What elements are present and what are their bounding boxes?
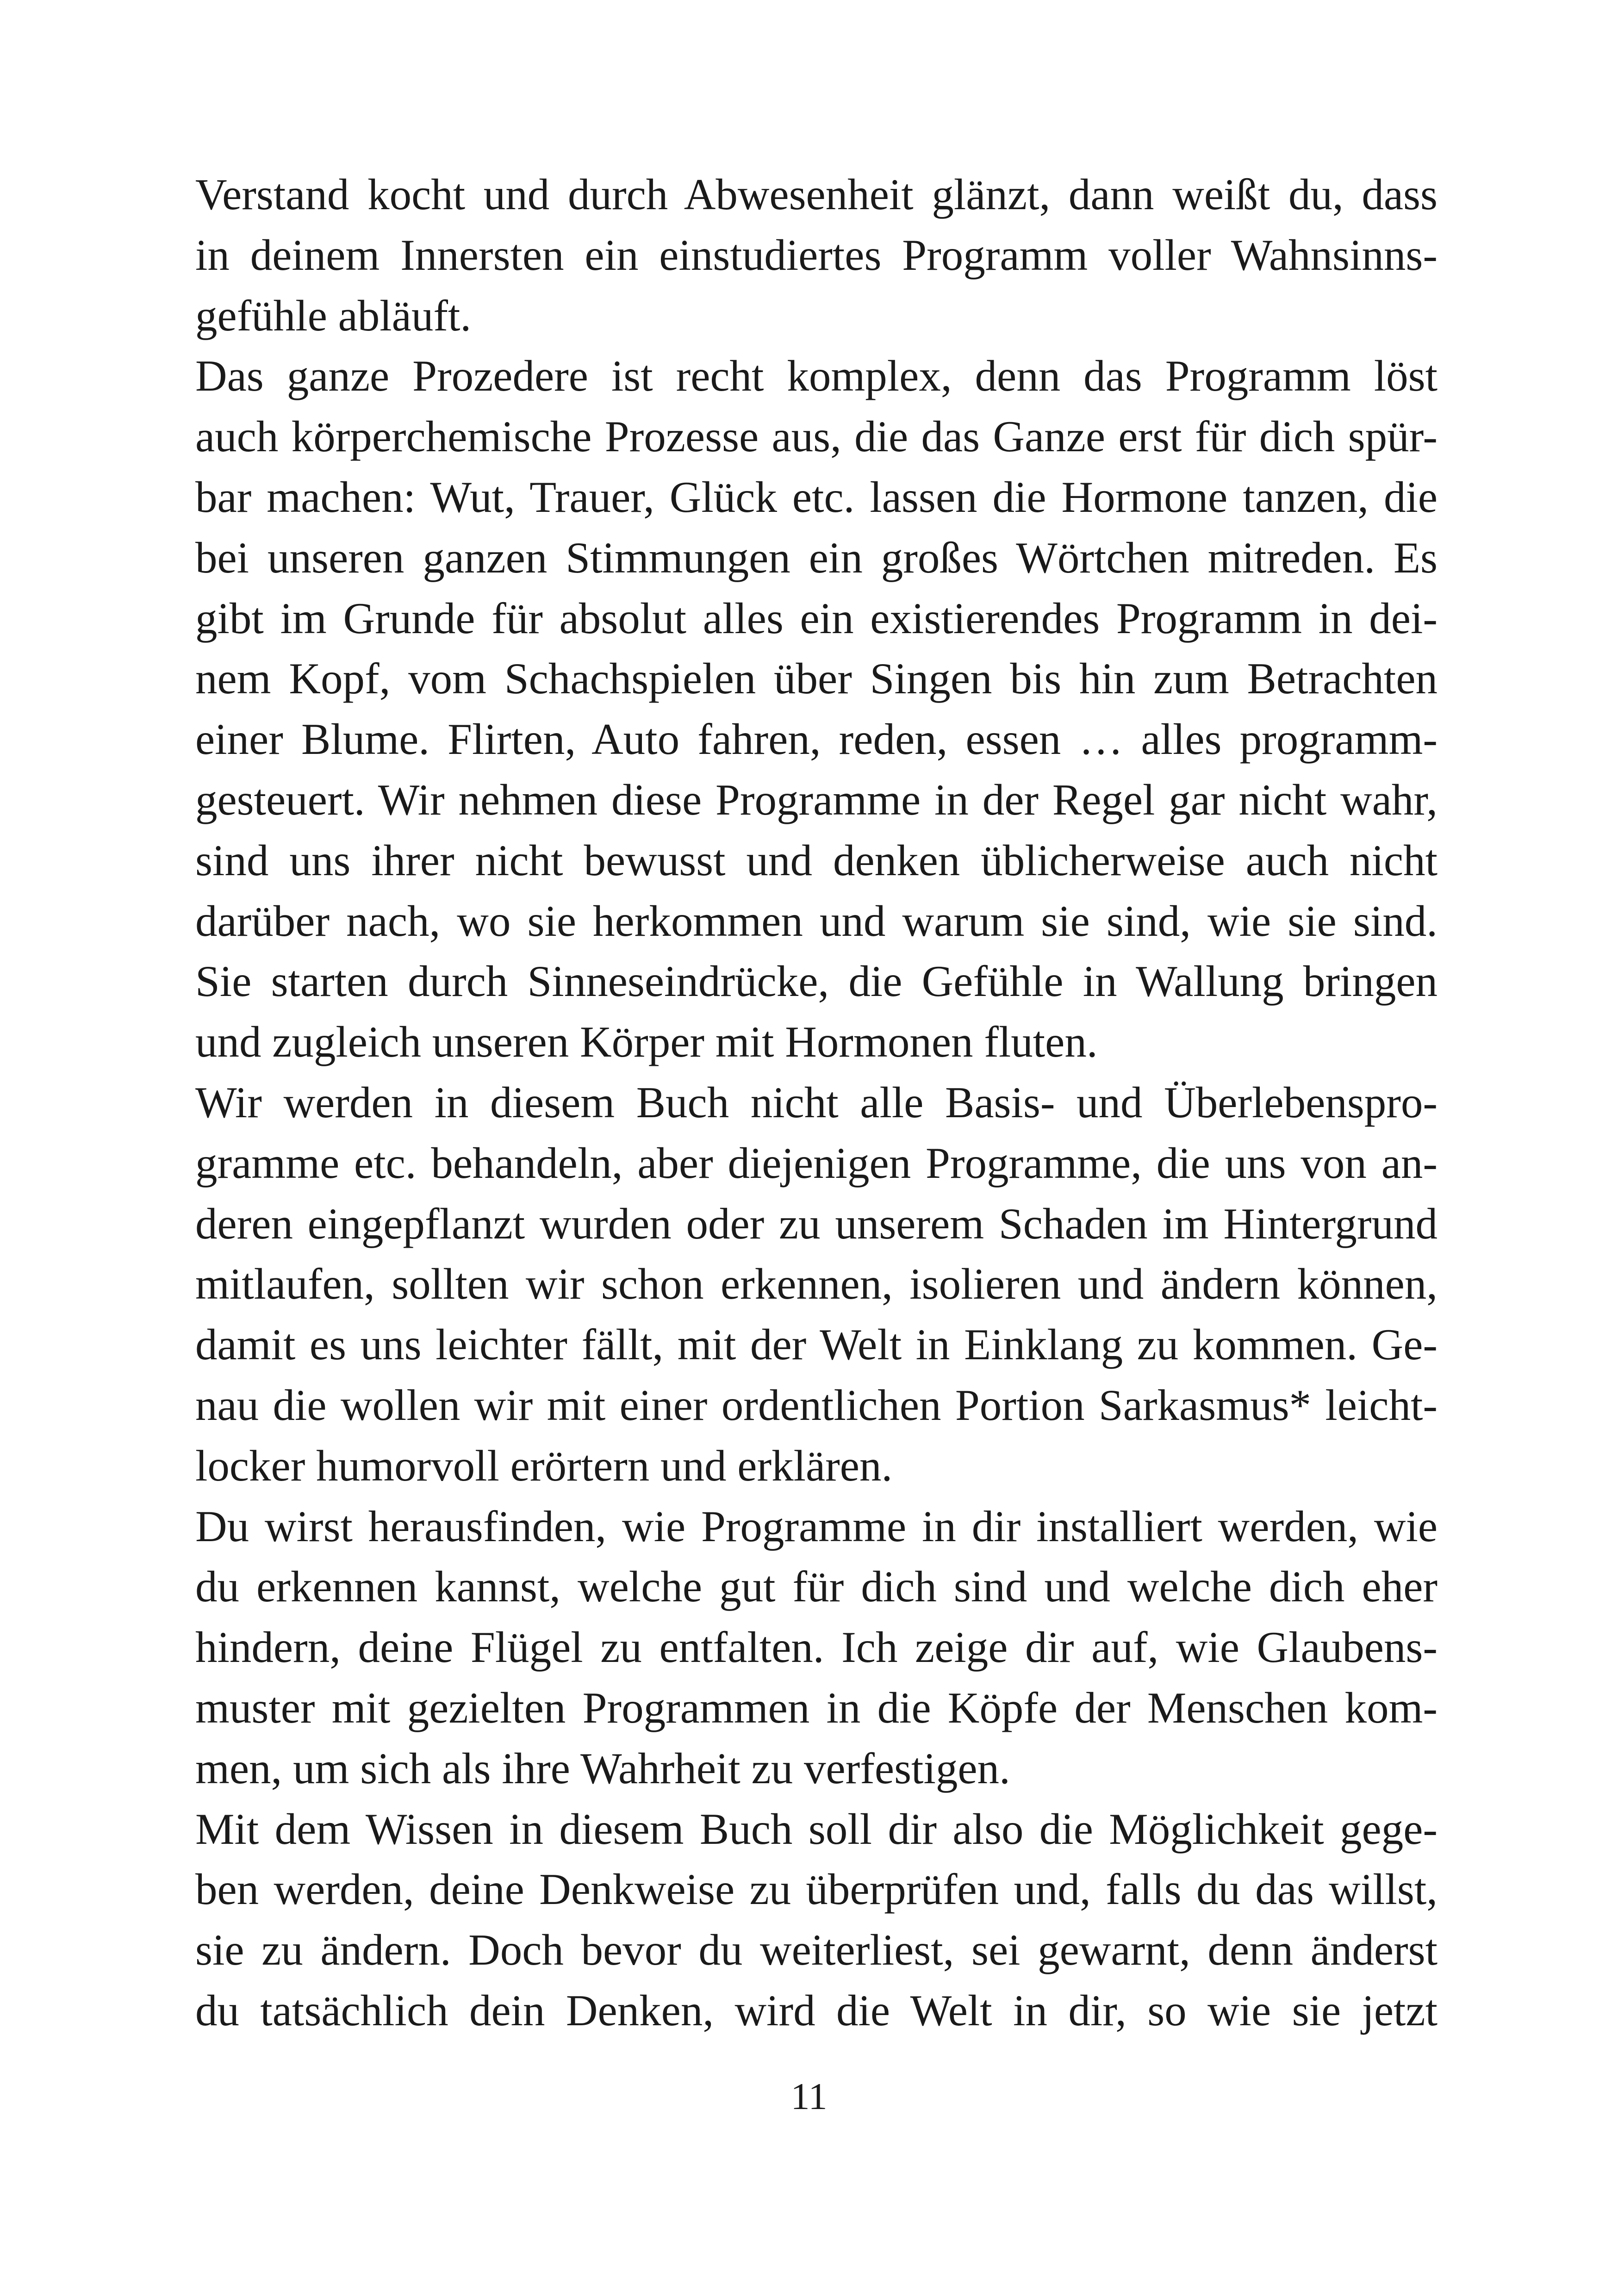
text-line: du erkennen kannst, welche gut für dich sind und welche dich eher <box>195 1562 1438 1612</box>
page-number: 11 <box>790 2075 828 2117</box>
text-line: bei unseren ganzen Stimmungen ein großes Wörtchen mitreden. Es <box>195 533 1438 582</box>
text-line: in deinem Innersten ein einstudiertes Programm voller Wahnsinns- <box>195 230 1438 280</box>
text-line: sie zu ändern. Doch bevor du weiterliest, sei gewarnt, denn änderst <box>195 1925 1438 1975</box>
text-line: bar machen: Wut, Trauer, Glück etc. lassen die Hormone tanzen, die <box>195 472 1438 522</box>
text-line: sind uns ihrer nicht bewusst und denken üblicherweise auch nicht <box>195 835 1438 885</box>
text-line: auch körperchemische Prozesse aus, die das Ganze erst für dich spür- <box>195 412 1438 461</box>
text-line: Wir werden in diesem Buch nicht alle Basis- und Überlebenspro- <box>195 1077 1438 1127</box>
text-line: Sie starten durch Sinneseindrücke, die Gefühle in Wallung bringen <box>195 957 1438 1006</box>
text-line: nem Kopf, vom Schachspielen über Singen bis hin zum Betrachten <box>195 654 1438 703</box>
text-line: einer Blume. Flirten, Auto fahren, reden, essen … alles programm- <box>195 715 1438 764</box>
text-line: damit es uns leichter fällt, mit der Welt in Einklang zu kommen. Ge- <box>195 1320 1438 1369</box>
text-line: Mit dem Wissen in diesem Buch soll dir also die Möglichkeit gege- <box>195 1804 1438 1854</box>
text-line: men, um sich als ihre Wahrheit zu verfestigen. <box>195 1743 1010 1793</box>
text-line: muster mit gezielten Programmen in die Köpfe der Menschen kom- <box>195 1683 1438 1732</box>
text-line: Das ganze Prozedere ist recht komplex, denn das Programm löst <box>195 351 1438 401</box>
text-line: und zugleich unseren Körper mit Hormonen fluten. <box>195 1017 1098 1067</box>
text-line: hindern, deine Flügel zu entfalten. Ich zeige dir auf, wie Glaubens- <box>195 1623 1438 1672</box>
text-line: deren eingepflanzt wurden oder zu unserem Schaden im Hintergrund <box>195 1199 1438 1248</box>
text-line: mitlaufen, sollten wir schon erkennen, isolieren und ändern können, <box>195 1259 1438 1309</box>
text-line: gefühle abläuft. <box>195 291 472 340</box>
text-line: nau die wollen wir mit einer ordentlichen Portion Sarkasmus* leicht- <box>195 1380 1438 1430</box>
text-line: locker humorvoll erörtern und erklären. <box>195 1441 893 1490</box>
text-line: gramme etc. behandeln, aber diejenigen Programme, die uns von an- <box>195 1138 1438 1188</box>
text-line: Du wirst herausfinden, wie Programme in dir installiert werden, wie <box>195 1501 1438 1551</box>
text-line: gesteuert. Wir nehmen diese Programme in der Regel gar nicht wahr, <box>195 775 1438 824</box>
text-line: gibt im Grunde für absolut alles ein existierendes Programm in dei- <box>195 593 1438 643</box>
text-line: du tatsächlich dein Denken, wird die Welt in dir, so wie sie jetzt <box>195 1985 1438 2035</box>
body-text <box>195 164 1438 2041</box>
text-line: Verstand kocht und durch Abwesenheit glänzt, dann weißt du, dass <box>195 170 1438 219</box>
text-line: ben werden, deine Denkweise zu überprüfen und, falls du das willst, <box>195 1865 1438 1914</box>
text-line: darüber nach, wo sie herkommen und warum sie sind, wie sie sind. <box>195 896 1438 946</box>
